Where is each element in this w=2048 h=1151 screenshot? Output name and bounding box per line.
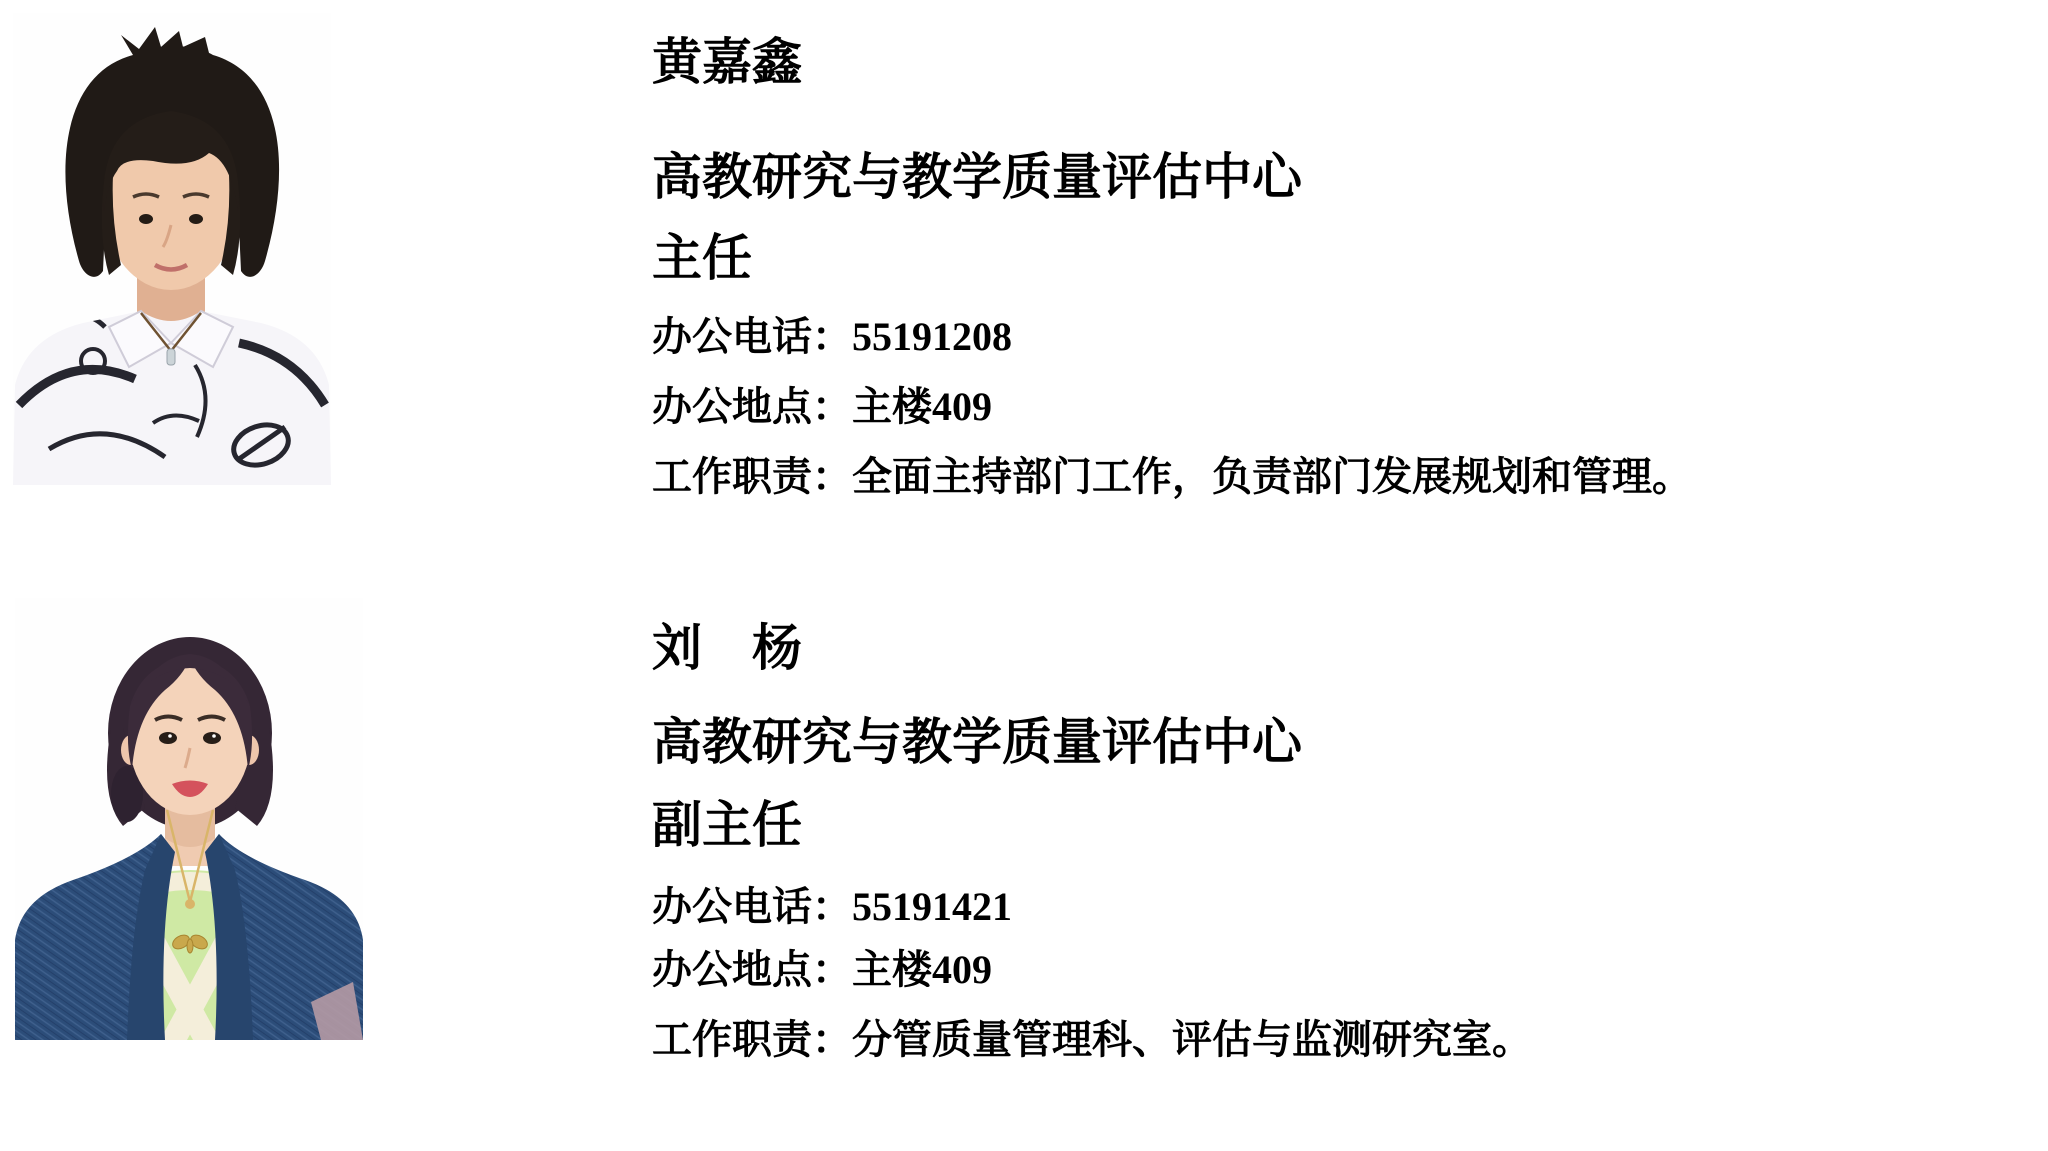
person-department: 高教研究与教学质量评估中心 (652, 714, 1302, 770)
portrait-photo-huang-jiaxin (13, 13, 331, 485)
office-phone-label: 办公电话： (652, 314, 852, 359)
office-phone-value: 55191208 (852, 314, 1012, 359)
person-department: 高教研究与教学质量评估中心 (652, 149, 1302, 205)
office-location-value: 主楼409 (852, 947, 992, 992)
office-phone-line (652, 314, 1692, 359)
person-title: 副主任 (652, 797, 802, 853)
person-name: 刘 杨 (652, 620, 802, 676)
duty-label: 工作职责： (652, 1017, 852, 1062)
duty-line (652, 1017, 1532, 1062)
profile-text-liu-yang (652, 620, 1532, 1062)
duty-value: 全面主持部门工作，负责部门发展规划和管理。 (852, 454, 1692, 499)
office-phone-value: 55191421 (852, 884, 1012, 929)
portrait-illustration-2 (15, 598, 363, 1040)
person-name: 黄嘉鑫 (652, 34, 802, 90)
office-location-line (652, 384, 1692, 429)
office-location-value: 主楼409 (852, 384, 992, 429)
office-location-label: 办公地点： (652, 947, 852, 992)
office-location-line (652, 947, 1532, 992)
portrait-photo-liu-yang (15, 598, 363, 1040)
duty-line (652, 454, 1692, 499)
office-location-label: 办公地点： (652, 384, 852, 429)
duty-label: 工作职责： (652, 454, 852, 499)
profile-text-huang-jiaxin (652, 34, 1692, 499)
office-phone-line (652, 884, 1532, 929)
person-title: 主任 (652, 230, 752, 286)
office-phone-label: 办公电话： (652, 884, 852, 929)
duty-value: 分管质量管理科、评估与监测研究室。 (852, 1017, 1532, 1062)
portrait-illustration-1 (13, 13, 331, 485)
